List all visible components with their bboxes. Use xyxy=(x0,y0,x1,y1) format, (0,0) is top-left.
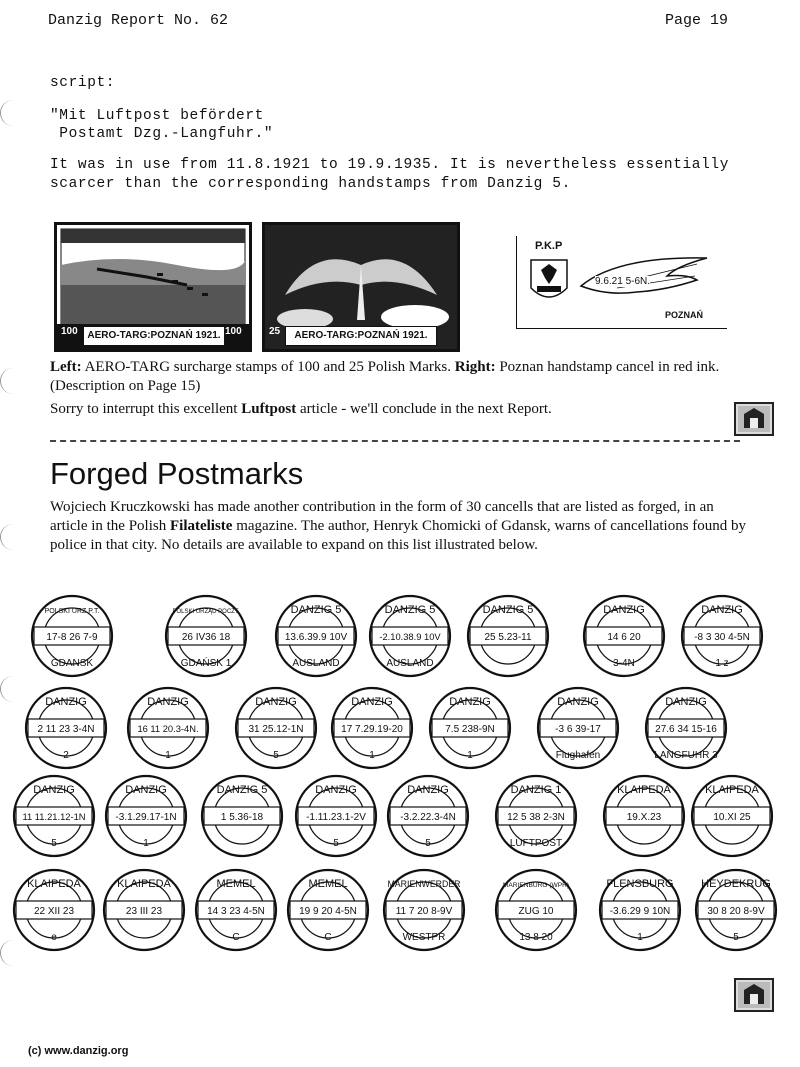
postmark-bottom-text: 1 xyxy=(165,750,171,761)
caption-right-label: Right: xyxy=(454,359,496,375)
postmark-date-text: 1 5.36-18 xyxy=(220,812,264,823)
postmark-date-text: 11 11.21.12-1N xyxy=(22,812,86,822)
postmark xyxy=(202,776,282,856)
postmark-bottom-text: 5 xyxy=(51,838,57,849)
section-body-part-2: magazine. The author, Henryk Chomicki of Gdansk, warns of cancellations found by police in that city. No details are available to expand on this list illustrated below. xyxy=(50,518,747,553)
postmark-date-text: 30 8 20 8-9V xyxy=(707,906,765,917)
postmark xyxy=(236,688,316,768)
postmark-date-text: 26 IV36 18 xyxy=(181,632,231,643)
postmark-date-text: 23 III 23 xyxy=(125,906,163,917)
postmark-top-text: KLAIPEDA xyxy=(705,784,759,796)
postmark-bottom-text: AUSLAND xyxy=(386,658,434,669)
cancel-pkp: P.K.P xyxy=(535,240,563,252)
postmark xyxy=(692,776,772,856)
danzig-logo-icon xyxy=(734,402,774,436)
intro-para-line-1: It was in use from 11.8.1921 to 19.9.1935. It is nevertheless essentially xyxy=(50,157,730,173)
stamp-caption xyxy=(50,358,750,396)
postmark-top-text: DANZIG 5 xyxy=(216,784,268,796)
postmark-top-text: DANZIG 5 xyxy=(290,604,342,616)
section-body xyxy=(50,498,750,555)
postmark xyxy=(26,688,106,768)
sorry-note xyxy=(50,400,750,419)
stamp-1-value-left: 100 xyxy=(61,326,78,337)
postmark-date-text: -3 6 39-17 xyxy=(555,724,601,735)
postmark-bottom-text: 5 xyxy=(333,838,339,849)
postmark-bottom-text: 3-4N xyxy=(613,658,635,669)
postmark-date-text: 14 3 23 4-5N xyxy=(207,906,265,917)
postmark xyxy=(388,776,468,856)
postmark xyxy=(166,596,246,676)
postmark xyxy=(296,776,376,856)
postmark-top-text: DANZIG xyxy=(45,696,87,708)
postmark-bottom-text: WESTPR xyxy=(402,932,446,943)
danzig-crest-icon xyxy=(736,980,772,1010)
postmark-bottom-text: 1 xyxy=(637,932,643,943)
script-label: script: xyxy=(50,75,116,91)
cancel-city: POZNAŃ xyxy=(665,310,703,320)
postmark-top-text: HEYDEKRUG xyxy=(701,878,771,890)
postmark-date-text: 19 9 20 4-5N xyxy=(299,906,357,917)
postmark-top-text: DANZIG xyxy=(255,696,297,708)
aero-targ-stamp-25 xyxy=(262,222,460,352)
copyright-footer: (c) www.danzig.org xyxy=(28,1045,129,1057)
postmark-top-text: DANZIG xyxy=(147,696,189,708)
eagle-shield-icon xyxy=(527,256,571,308)
postmark-date-text: -8 3 30 4-5N xyxy=(694,632,750,643)
postmark-date-text: 14 6 20 xyxy=(607,632,641,643)
postmark-bottom-text: 5 xyxy=(425,838,431,849)
postmark-top-text: DANZIG xyxy=(125,784,167,796)
postmark xyxy=(104,870,184,950)
intro-para-line-2: scarcer than the corresponding handstamps from Danzig 5. xyxy=(50,176,571,192)
report-title: Danzig Report No. 62 xyxy=(48,12,229,29)
stamp-1-value-right: 100 xyxy=(225,326,242,337)
postmark-bottom-text: AUSLAND xyxy=(292,658,340,669)
postmark-bottom-text: e xyxy=(51,932,57,943)
postmark-top-text: DANZIG xyxy=(351,696,393,708)
postmark-bottom-text: LANGFUHR 3 xyxy=(654,750,718,761)
section-title: Forged Postmarks xyxy=(50,456,304,491)
postmark-bottom-text: 1 xyxy=(467,750,473,761)
postmark-date-text: 16 11 20.3-4N. xyxy=(137,724,199,734)
postmark-bottom-text: GDANSK xyxy=(50,658,94,669)
postmark-top-text: DANZIG 5 xyxy=(384,604,436,616)
postmark-date-text: 27.6 34 15-16 xyxy=(655,724,717,735)
postmark-top-text: KLAIPEDA xyxy=(617,784,671,796)
postmark-date-text: -3.2.22.3-4N xyxy=(400,812,456,823)
postmark-top-text: DANZIG xyxy=(33,784,75,796)
postmark xyxy=(468,596,548,676)
postmark-top-text: MARIENBURG (WPR) xyxy=(502,882,570,889)
postmark-date-text: 2 11 23 3-4N xyxy=(37,724,95,735)
postmark-date-text: 22 XII 23 xyxy=(33,906,75,917)
postmark-date-text: -3.6.29 9 10N xyxy=(609,906,671,917)
postmark-date-text: ZUG 10 xyxy=(518,906,554,917)
postmark xyxy=(276,596,356,676)
postmark-top-text: MEMEL xyxy=(308,878,348,890)
danzig-crest-icon xyxy=(736,404,772,434)
postmark xyxy=(14,870,94,950)
postmark-grid xyxy=(0,578,800,958)
margin-mark xyxy=(0,368,15,394)
postmark xyxy=(696,870,776,950)
postmark-top-text: DANZIG xyxy=(315,784,357,796)
postmark xyxy=(332,688,412,768)
sorry-post: article - we'll conclude in the next Report. xyxy=(296,401,552,417)
postmark xyxy=(604,776,684,856)
postmark xyxy=(600,870,680,950)
postmark xyxy=(14,776,94,856)
postmark-date-text: -1.11.23.1-2V xyxy=(306,812,366,823)
postmark xyxy=(384,870,464,950)
postmark-top-text: DANZIG xyxy=(665,696,707,708)
postmark-top-text: MEMEL xyxy=(216,878,256,890)
margin-mark xyxy=(0,100,15,126)
cancel-date: 9.6.21 5-6N. xyxy=(595,276,651,287)
section-divider xyxy=(50,440,740,442)
postmark-date-text: 17-8 26 7-9 xyxy=(46,632,98,643)
magazine-name: Filateliste xyxy=(169,518,233,534)
postmark-bottom-text: Flughafen xyxy=(555,750,601,761)
postmark xyxy=(682,596,762,676)
quote-line-1: "Mit Luftpost befördert xyxy=(50,108,264,124)
stamp-1-label: AERO-TARG:POZNAŃ 1921. xyxy=(83,326,225,346)
postmark-top-text: FLENSBURG xyxy=(606,878,674,890)
postmark xyxy=(496,776,576,856)
postmarks-svg xyxy=(0,578,800,958)
postmark xyxy=(584,596,664,676)
postmark-top-text: DANZIG xyxy=(557,696,599,708)
postmark-top-text: DANZIG xyxy=(701,604,743,616)
caption-left-label: Left: xyxy=(50,359,82,375)
caption-right-text: Poznan handstamp cancel in red ink. (Description on Page 15) xyxy=(50,359,720,394)
postmark-bottom-text: 13 8 20 xyxy=(519,932,553,943)
postmark xyxy=(370,596,450,676)
postmark-bottom-text: 1 xyxy=(143,838,149,849)
postmark xyxy=(288,870,368,950)
sorry-bold: Luftpost xyxy=(241,401,297,417)
postmark-date-text: 12 5 38 2-3N xyxy=(507,812,565,823)
postmark-bottom-text: 2 xyxy=(63,750,69,761)
page-number: Page 19 xyxy=(664,12,728,29)
caption-left-text: AERO-TARG surcharge stamps of 100 and 25 Polish Marks. xyxy=(81,359,455,375)
poznan-handstamp xyxy=(516,236,727,329)
postmark xyxy=(646,688,726,768)
postmark xyxy=(538,688,618,768)
postmark-bottom-text: LUFTPOST xyxy=(509,838,563,849)
postmark-date-text: 25 5.23-11 xyxy=(484,632,532,643)
stamp-2-value: 25 xyxy=(269,326,281,337)
postmark-bottom-text: C xyxy=(232,932,240,943)
postmark xyxy=(496,870,576,950)
postmark-top-text: DANZIG xyxy=(449,696,491,708)
margin-mark xyxy=(0,524,15,550)
postmark xyxy=(430,688,510,768)
postmark-top-text: POLSKI URZ.P.T. xyxy=(44,608,100,615)
postmark-date-text: 7.5 238-9N xyxy=(445,724,495,735)
postmark xyxy=(106,776,186,856)
postmark-bottom-text: 1 z xyxy=(715,658,729,669)
postmark-top-text: DANZIG 1 xyxy=(510,784,562,796)
postmark-date-text: -2.10.38.9 10V xyxy=(379,632,441,642)
postmark-top-text: POLSKI URZĄD POCZT. xyxy=(172,609,240,615)
postmark-date-text: 31 25.12-1N xyxy=(248,724,304,735)
danzig-logo-footer-icon xyxy=(734,978,774,1012)
postmark-date-text: 13.6.39.9 10V xyxy=(284,632,348,643)
postmark-top-text: DANZIG 5 xyxy=(482,604,534,616)
postmark-bottom-text: 5 xyxy=(273,750,279,761)
postmark-date-text: 11 7 20 8-9V xyxy=(395,906,453,917)
postmark xyxy=(196,870,276,950)
postmark-bottom-text: 1 xyxy=(369,750,375,761)
postmark-bottom-text: C xyxy=(324,932,332,943)
postmark-top-text: DANZIG xyxy=(603,604,645,616)
postmark-top-text: KLAIPEDA xyxy=(117,878,171,890)
aero-targ-stamp-100 xyxy=(54,222,252,352)
postmark xyxy=(128,688,208,768)
stamp-2-label: AERO-TARG:POZNAŃ 1921. xyxy=(285,326,437,346)
postmark-top-text: MARIENWERDER xyxy=(387,879,461,889)
postmark-date-text: 19.X.23 xyxy=(626,812,662,823)
postmark xyxy=(32,596,112,676)
postmark-date-text: -3.1.29.17-1N xyxy=(115,812,177,823)
section-body-part-1: Wojciech Kruczkowski has made another contribution in the form of 30 cancells that are listed as forged, in an article in the Polish xyxy=(50,499,714,534)
postmark-bottom-text: GDAŃSK 1 xyxy=(180,658,232,669)
sorry-pre: Sorry to interrupt this excellent xyxy=(50,401,242,417)
postmark-bottom-text: 5 xyxy=(733,932,739,943)
postmark-top-text: DANZIG xyxy=(407,784,449,796)
postmark-date-text: 10.XI 25 xyxy=(713,812,751,823)
quote-line-2: Postamt Dzg.-Langfuhr." xyxy=(50,126,274,142)
postmark-date-text: 17 7.29.19-20 xyxy=(341,724,403,735)
postmark-top-text: KLAIPEDA xyxy=(27,878,81,890)
